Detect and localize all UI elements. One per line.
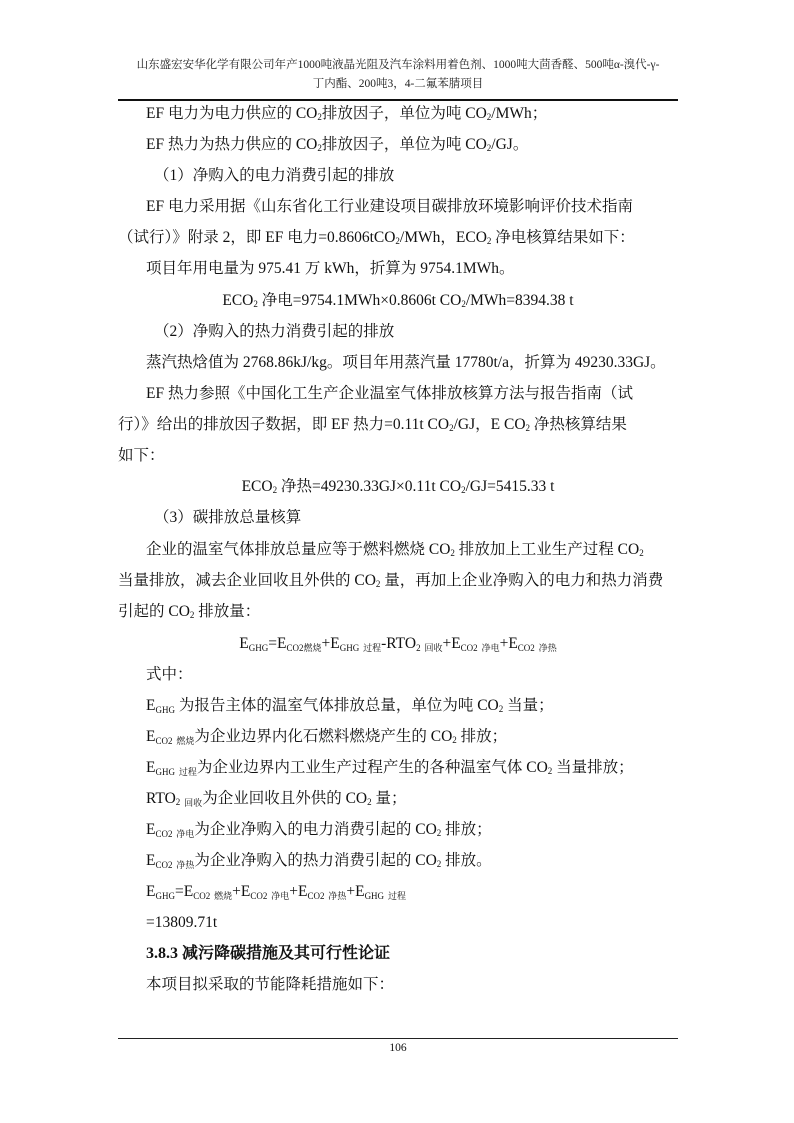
definition-e-ghg-process: EGHG 过程为企业边界内工业生产过程产生的各种温室气体 $CO_2$ 当量排放；: [146, 759, 634, 777]
paragraph-total-2: 当量排放，减去企业回收且外供的 $CO_2$ 量，再加上企业净购入的电力和热力消费: [118, 572, 664, 589]
header-rule: [118, 99, 678, 101]
definition-e-co2-net-heat: ECO2 净热为企业净购入的热力消费引起的 $CO_2$ 排放。: [146, 852, 492, 870]
paragraph-ef-heat-source: EF 热力参照《中国化工生产企业温室气体排放核算方法与报告指南（试: [146, 385, 633, 402]
paragraph-electricity-usage: 项目年用电量为 975.41 万 kWh，折算为 9754.1MWh。: [146, 260, 515, 277]
definition-e-ghg: EGHG 为报告主体的温室气体排放总量，单位为吨 $CO_2$ 当量；: [146, 697, 554, 715]
paragraph-ef-electricity: EF 电力为电力供应的 $CO_2$排放因子，单位为吨 $CO_2$/MWh；: [146, 105, 548, 122]
definition-rto2-recycle: $RTO_2$ 回收为企业回收且外供的 $CO_2$ 量；: [146, 790, 407, 808]
paragraph-ef-electricity-value: （试行）》附录 2，即 EF 电力=0.8606tCO$_2$/MWh，$ECO_2$ 净电核算结果如下：: [118, 229, 635, 246]
subheading-heat: （2）净购入的热力消费引起的排放: [154, 323, 395, 340]
header-line-2: 丁内酯、200吨3，4-二氟苯腈项目: [312, 78, 484, 90]
section-heading: 3.8.3 减污降碳措施及其可行性论证: [146, 945, 391, 962]
paragraph-total-1: 企业的温室气体排放总量应等于燃料燃烧 $CO_2$ 排放加上工业生产过程 $CO_2$: [146, 541, 644, 558]
equation-ghg-sum: EGHG=ECO2 燃烧+ECO2 净电+ECO2 净热+EGHG 过程: [146, 883, 406, 901]
subheading-total: （3）碳排放总量核算: [154, 509, 302, 526]
equation-net-electricity: $ECO_2$ 净电=9754.1MWh×0.8606t $CO_2/MWh=8394.38$ t: [222, 292, 574, 309]
subheading-electricity: （1）净购入的电力消费引起的排放: [154, 167, 395, 184]
equation-ghg-total: EGHG=ECO2燃烧+EGHG 过程-RTO2 回收+ECO2 净电+ECO2 净热: [239, 635, 557, 653]
paragraph-total-3: 引起的 $CO_2$ 排放量：: [118, 603, 261, 620]
equation-net-heat: $ECO_2$ 净热=49230.33GJ×0.11t $CO_2/GJ=5415.33$ t: [241, 478, 555, 495]
paragraph-measures-intro: 本项目拟采取的节能降耗措施如下：: [146, 976, 395, 993]
where-label: 式中：: [146, 666, 193, 683]
paragraph-as-follows: 如下：: [118, 447, 165, 464]
paragraph-ef-heat: EF 热力为热力供应的 $CO_2$排放因子，单位为吨 $CO_2/GJ$。: [146, 136, 529, 153]
equation-result: =13809.71t: [146, 914, 218, 931]
paragraph-steam-usage: 蒸汽热焓值为 2768.86kJ/kg。项目年用蒸汽量 17780t/a，折算为 49230.33GJ。: [146, 354, 666, 371]
footer-rule: [118, 1038, 678, 1039]
header-line-1: 山东盛宏安华化学有限公司年产1000吨液晶光阻及汽车涂料用着色剂、1000吨大茴香醛、500吨α-溴代-γ-: [136, 59, 660, 71]
definition-e-co2-net-electricity: ECO2 净电为企业净购入的电力消费引起的 $CO_2$ 排放；: [146, 821, 492, 839]
page-header: [118, 56, 678, 94]
paragraph-ef-heat-value: 行）》给出的排放因子数据，即 EF 热力=0.11t $CO_2/GJ$，E $CO_2$ 净热核算结果: [118, 416, 627, 433]
definition-e-co2-burn: ECO2 燃烧为企业边界内化石燃料燃烧产生的 $CO_2$ 排放；: [146, 728, 508, 746]
page-number: 106: [389, 1042, 407, 1054]
paragraph-ef-electricity-source: EF 电力采用据《山东省化工行业建设项目碳排放环境影响评价技术指南: [146, 198, 633, 215]
